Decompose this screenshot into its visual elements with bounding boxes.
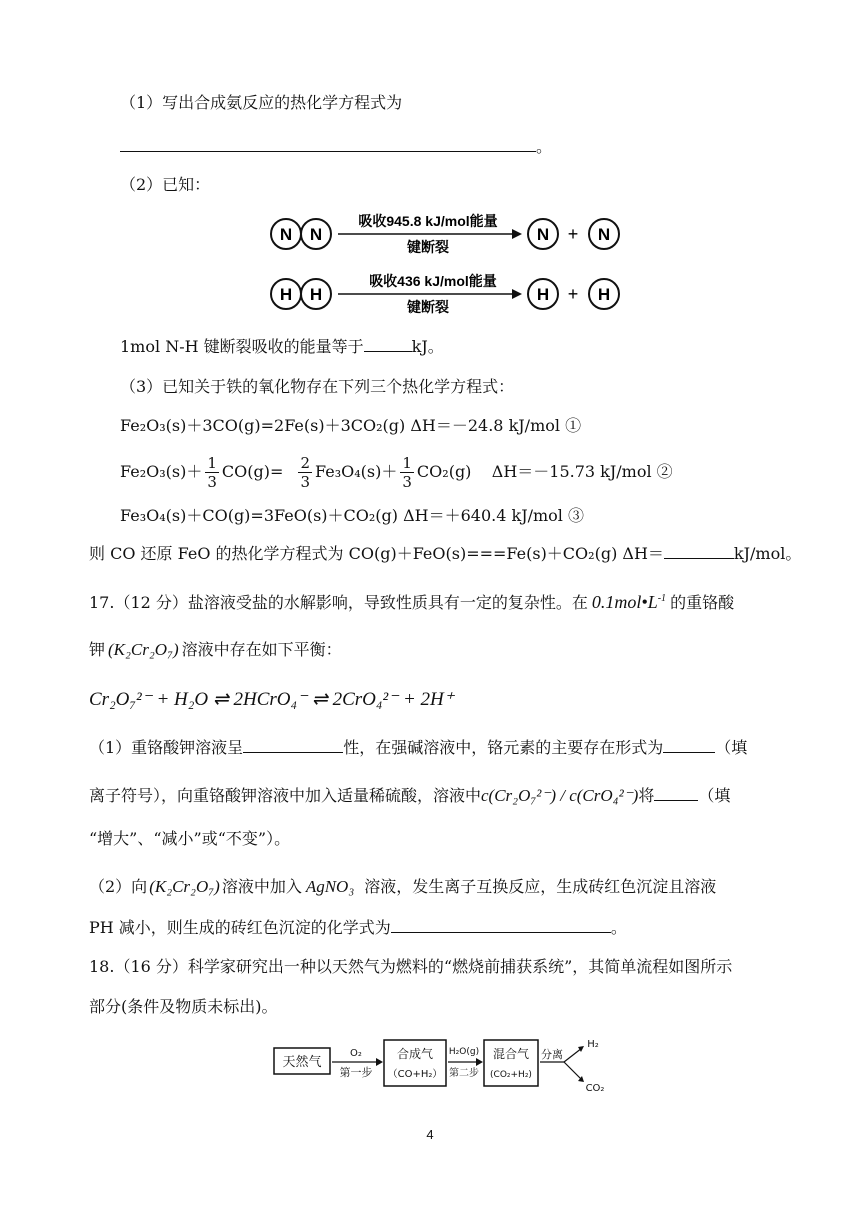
branch-up bbox=[564, 1048, 582, 1062]
q17-part1-line2 bbox=[89, 785, 730, 807]
plus-sign: + bbox=[567, 284, 579, 304]
conclusion-text-b: kJ/mol。 bbox=[733, 544, 802, 563]
q-part3-conclusion bbox=[89, 543, 801, 565]
conclusion-text-a: 则 CO 还原 FeO 的热化学方程式为 CO(g)＋FeO(s)===Fe(s)＋CO₂(g) ΔH＝ bbox=[89, 544, 664, 563]
box3-label-1: 混合气 bbox=[492, 1047, 530, 1061]
fraction: $\frac{1}{3}$ bbox=[402, 454, 412, 491]
p2-text-d: PH 减小，则生成的砖红色沉淀的化学式为 bbox=[89, 918, 391, 937]
q17-part2-line2 bbox=[89, 917, 627, 939]
box3-label-2: (CO₂+H₂) bbox=[490, 1070, 532, 1080]
atom-h: H bbox=[536, 285, 550, 304]
bond-break-label: 键断裂 bbox=[407, 239, 449, 255]
answer-blank[interactable] bbox=[243, 738, 343, 753]
bond-break-label: 键断裂 bbox=[407, 299, 449, 315]
formula-k2cr2o7: (K₂Cr₂O₇) bbox=[149, 877, 220, 896]
concentration: $0.1mol•L^{-1}$ bbox=[591, 592, 667, 612]
answer-blank[interactable] bbox=[364, 337, 412, 352]
q-part1-prompt: （1）写出合成氨反应的热化学方程式为 bbox=[120, 93, 403, 112]
arrow-head bbox=[376, 1058, 383, 1066]
q-part2-text-b: kJ。 bbox=[411, 337, 444, 356]
q17-text-b: 的重铬酸 bbox=[670, 593, 735, 612]
box2-label-1: 合成气 bbox=[396, 1047, 434, 1061]
q17-part2-line1 bbox=[89, 876, 716, 898]
atom-n: N bbox=[597, 225, 611, 244]
arrow-head bbox=[512, 229, 522, 239]
p2-text-c: 溶液，发生离子互换反应，生成砖红色沉淀且溶液 bbox=[364, 877, 717, 896]
arrow1-top: O₂ bbox=[350, 1048, 362, 1059]
page-number: 4 bbox=[426, 1127, 434, 1142]
process-flow-diagram bbox=[272, 1036, 612, 1098]
box2-label-2: （CO+H₂） bbox=[387, 1069, 443, 1080]
equilibrium-equation: Cr₂O₇²⁻ + H₂O ⇌ 2HCrO₄⁻ ⇌ 2CrO₄²⁻ + 2H⁺ bbox=[89, 689, 454, 710]
bond-energy-diagram bbox=[268, 206, 628, 320]
answer-blank[interactable] bbox=[654, 786, 698, 801]
energy-label: 吸收945.8 kJ/mol能量 bbox=[358, 213, 498, 229]
q17-text-d: 溶液中存在如下平衡： bbox=[181, 640, 342, 659]
p1-text-f: （填 bbox=[698, 786, 731, 805]
atom-n: N bbox=[536, 225, 550, 244]
plus-sign: + bbox=[567, 224, 579, 244]
arrow2-bottom: 第二步 bbox=[449, 1068, 479, 1079]
p2-text-e: 。 bbox=[610, 918, 627, 937]
q17-text-c: 钾 bbox=[89, 640, 106, 659]
atom-n: N bbox=[309, 225, 323, 244]
q18-line1: 18.（16 分）科学家研究出一种以天然气为燃料的“燃烧前捕获系统”，其简单流程如图所示 bbox=[89, 957, 733, 976]
p2-text-a: （2）向 bbox=[89, 877, 148, 896]
arrow1-bottom: 第一步 bbox=[339, 1066, 373, 1079]
p1-text-e: 将 bbox=[638, 786, 655, 805]
q-part2-text-a: 1mol N-H 键断裂吸收的能量等于 bbox=[120, 337, 364, 356]
p1-text-c: （填 bbox=[715, 738, 748, 757]
q-part3-prompt: （3）已知关于铁的氧化物存在下列三个热化学方程式： bbox=[120, 377, 515, 396]
q-part2-question bbox=[120, 336, 444, 358]
box1-label: 天然气 bbox=[282, 1055, 322, 1070]
answer-blank[interactable] bbox=[663, 738, 715, 753]
q17-text-a: 17.（12 分）盐溶液受盐的水解影响，导致性质具有一定的复杂性。在 bbox=[89, 593, 588, 612]
concentration-ratio: c(Cr₂O₇²⁻) / c(CrO₄²⁻) bbox=[481, 786, 639, 805]
p1-text-d: 离子符号），向重铬酸钾溶液中加入适量稀硫酸，溶液中 bbox=[89, 786, 482, 805]
equation-2 bbox=[120, 450, 673, 494]
answer-blank[interactable] bbox=[120, 137, 536, 152]
output-h2: H₂ bbox=[587, 1039, 599, 1050]
p2-text-b: 溶液中加入 bbox=[221, 877, 302, 896]
equation-1: Fe₂O₃(s)＋3CO(g)=2Fe(s)＋3CO₂(g) ΔH＝－24.8 kJ/mol ① bbox=[120, 416, 582, 435]
atom-h: H bbox=[597, 285, 611, 304]
output-co2: CO₂ bbox=[585, 1083, 605, 1094]
q18-line2: 部分(条件及物质未标出)。 bbox=[89, 997, 278, 1016]
q-part2-prompt: （2）已知： bbox=[120, 175, 211, 194]
formula-k2cr2o7: (K₂Cr₂O₇) bbox=[108, 640, 179, 659]
q17-part1-line3: “增大”、“减小”或“不变”）。 bbox=[89, 829, 291, 848]
eq2-part-c: Fe₃O₄(s)＋ bbox=[315, 462, 398, 481]
eq2-part-d: CO₂(g) ΔH＝－15.73 kJ/mol ② bbox=[416, 462, 673, 481]
energy-label: 吸收436 kJ/mol能量 bbox=[369, 273, 497, 289]
formula-agno3: AgNO₃ bbox=[305, 877, 355, 896]
q17-line1 bbox=[89, 591, 734, 614]
separate-label: 分离 bbox=[541, 1048, 563, 1061]
p1-text-a: （1）重铬酸钾溶液呈 bbox=[89, 738, 244, 757]
answer-blank[interactable] bbox=[664, 544, 734, 559]
atom-n: N bbox=[279, 225, 293, 244]
eq2-part-b: CO(g)= bbox=[221, 462, 284, 481]
q17-part1-line1 bbox=[89, 737, 747, 759]
equation-3: Fe₃O₄(s)＋CO(g)=3FeO(s)＋CO₂(g) ΔH＝＋640.4 kJ/mol ③ bbox=[120, 506, 585, 525]
q-part1-end: 。 bbox=[536, 137, 553, 156]
fraction: $\frac{1}{3}$ bbox=[207, 454, 217, 491]
q-part1-answer-line bbox=[120, 136, 552, 158]
answer-blank[interactable] bbox=[391, 918, 611, 933]
fraction: $\frac{2}{3}$ bbox=[300, 454, 311, 491]
atom-h: H bbox=[279, 285, 293, 304]
p1-text-b: 性，在强碱溶液中，铬元素的主要存在形式为 bbox=[343, 738, 664, 757]
branch-down bbox=[564, 1062, 582, 1080]
arrow2-top: H₂O(g) bbox=[448, 1047, 480, 1057]
eq2-part-a: Fe₂O₃(s)＋ bbox=[120, 462, 203, 481]
q17-line2 bbox=[89, 639, 342, 661]
atom-h: H bbox=[309, 285, 323, 304]
